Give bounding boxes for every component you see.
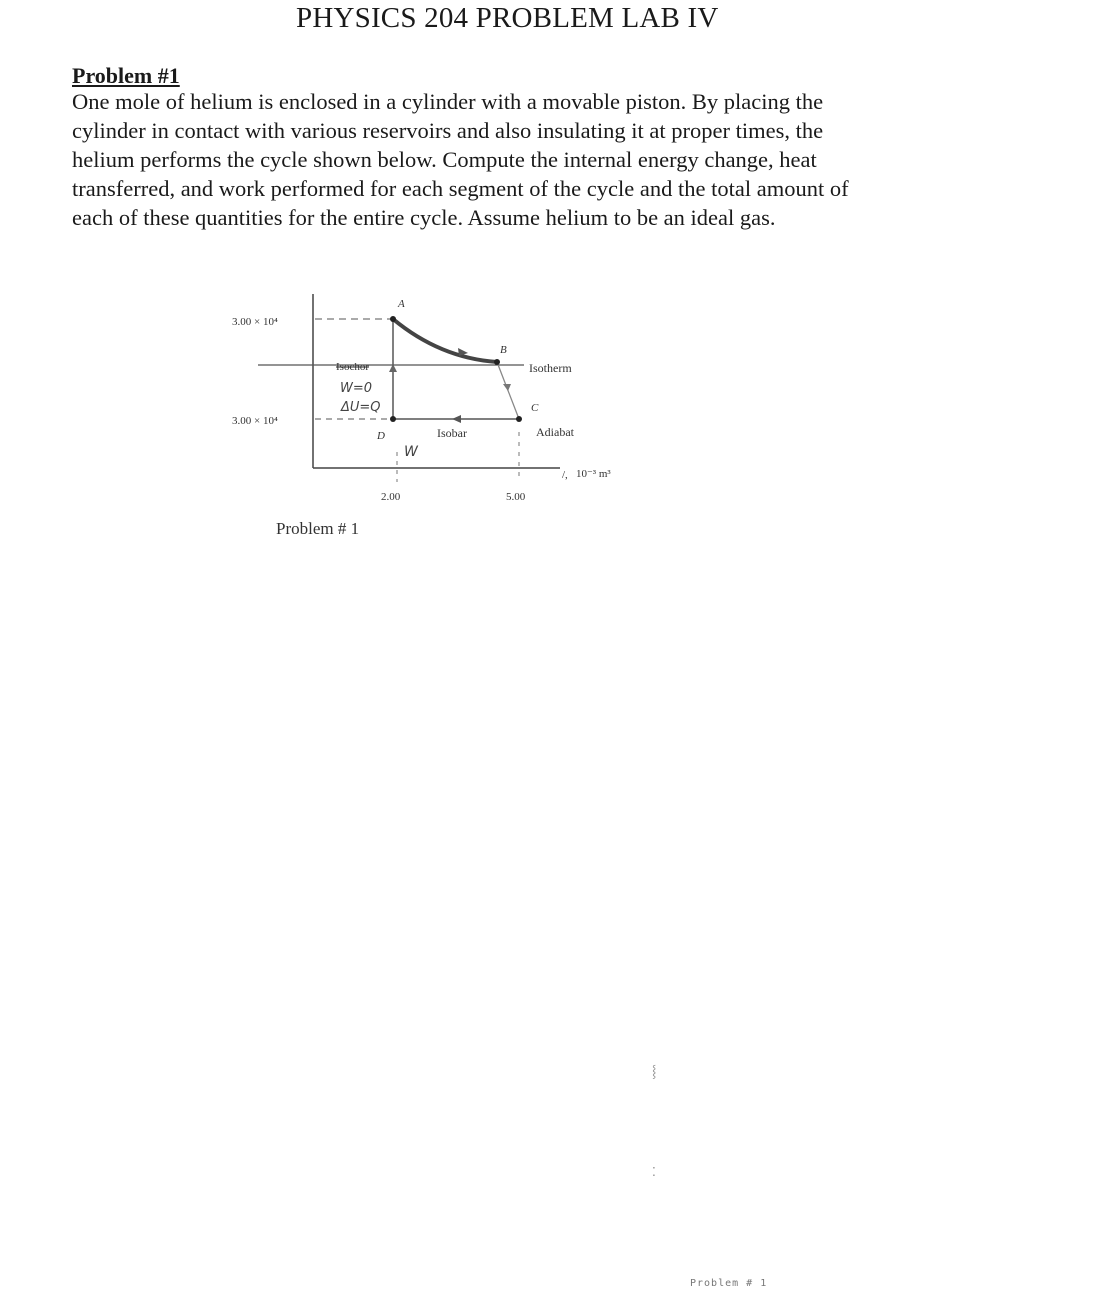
isobar-arrow-icon bbox=[452, 415, 461, 423]
x-unit-prefix: /, bbox=[562, 469, 568, 481]
point-d-label: D bbox=[377, 430, 385, 442]
point-b-label: B bbox=[500, 344, 507, 356]
footer-fragment: Problem # 1 bbox=[690, 1278, 768, 1289]
isochor-label: Isochor bbox=[336, 361, 369, 373]
problem-line-1: One mole of helium is enclosed in a cylinder with a movable piston. By placing the bbox=[72, 89, 824, 114]
x-axis-unit: 10⁻³ m³ bbox=[576, 468, 611, 480]
adiabat-label: Adiabat bbox=[536, 425, 574, 439]
x-tick-left: 2.00 bbox=[381, 491, 401, 503]
scan-mark-2: ⁚ bbox=[652, 1165, 656, 1179]
y-tick-bottom: 3.00 × 10⁴ bbox=[232, 415, 278, 427]
isotherm-curve bbox=[393, 319, 497, 362]
problem-line-5: each of these quantities for the entire cycle. Assume helium to be an ideal gas. bbox=[72, 205, 776, 230]
x-tick-right: 5.00 bbox=[506, 491, 526, 503]
point-a-marker bbox=[390, 316, 396, 322]
point-b-marker bbox=[494, 359, 500, 365]
point-a-label: A bbox=[398, 298, 405, 310]
problem-line-3: helium performs the cycle shown below. Compute the internal energy change, heat bbox=[72, 147, 817, 172]
point-c-label: C bbox=[531, 402, 539, 414]
handwritten-w: W bbox=[404, 444, 418, 460]
page-title: PHYSICS 204 PROBLEM LAB IV bbox=[296, 2, 719, 34]
isotherm-label: Isotherm bbox=[529, 361, 572, 375]
y-tick-top: 3.00 × 10⁴ bbox=[232, 316, 278, 328]
scan-mark-1: ⸾ bbox=[652, 1064, 657, 1078]
adiabat-arrow-icon bbox=[503, 384, 511, 391]
point-c-marker bbox=[516, 416, 522, 422]
handwritten-du-q: ΔU=Q bbox=[341, 400, 381, 415]
isobar-label: Isobar bbox=[437, 426, 467, 440]
problem-line-2: cylinder in contact with various reservoirs and also insulating it at proper times, the bbox=[72, 118, 824, 143]
point-d-marker bbox=[390, 416, 396, 422]
pv-diagram bbox=[0, 0, 1111, 560]
handwritten-w-zero: W=0 bbox=[340, 381, 373, 396]
problem-line-4: transferred, and work performed for each segment of the cycle and the total amount of bbox=[72, 176, 849, 201]
figure-caption: Problem # 1 bbox=[276, 519, 360, 538]
problem-heading: Problem #1 bbox=[72, 63, 180, 88]
